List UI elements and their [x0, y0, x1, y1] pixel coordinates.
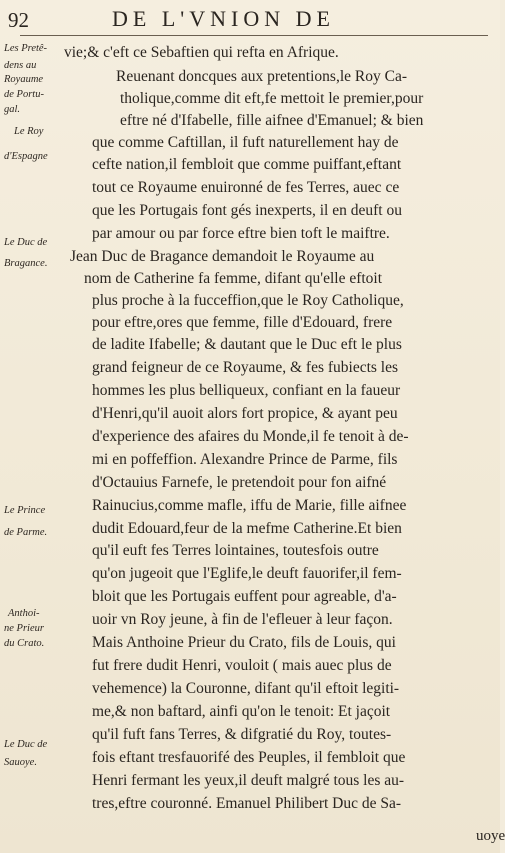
text-line: qu'il fuft fans Terres, & difgratié du Roy, toutes-: [92, 726, 392, 743]
text-line: pour eftre,ores que femme, fille d'Edouard, frere: [92, 314, 393, 331]
margin-note: Le Roy: [14, 126, 44, 137]
text-line: uoir vn Roy jeune, à fin de l'efleuer à leur façon.: [92, 611, 393, 628]
running-title: DE L'VNION DE: [112, 6, 335, 31]
margin-note: de Portu-: [4, 89, 44, 100]
text-line: eftre né d'Ifabelle, fille aifnee d'Emanuel; & bien: [120, 112, 424, 129]
text-line: que les Portugais font gés inexperts, il en deuft ou: [92, 202, 402, 219]
margin-note: Les Pretê-: [4, 43, 48, 54]
text-line: hommes les plus belliqueux, confiant en la faueur: [92, 382, 401, 399]
text-line: grand feigneur de ce Royaume, & fes fubiects les: [92, 359, 399, 376]
text-line: mi en poffeffion. Alexandre Prince de Parme, fils: [92, 451, 398, 468]
text-line: nom de Catherine fa femme, difant qu'elle eftoit: [84, 270, 383, 287]
text-line: vie;& c'eft ce Sebaftien qui refta en Afrique.: [64, 44, 339, 61]
text-line: Henri fermant les yeux,il deuft malgré tous les au-: [92, 772, 405, 789]
margin-note: Sauoye.: [4, 757, 37, 768]
text-line: d'experience des afaires du Monde,il fe tenoit à de-: [92, 428, 409, 445]
text-line: qu'on jugeoit que l'Eglife,le deuft fauorifer,il fem-: [92, 565, 402, 582]
margin-note: dens au: [4, 60, 37, 71]
margin-note: Le Duc de: [4, 237, 48, 248]
text-line: Mais Anthoine Prieur du Crato, fils de Louis, qui: [92, 634, 396, 651]
text-line: Jean Duc de Bragance demandoit le Royaume au: [70, 248, 375, 265]
text-line: Reuenant doncques aux pretentions,le Roy Ca-: [116, 68, 407, 85]
text-line: fut frere dudit Henri, vouloit ( mais auec plus de: [92, 657, 392, 674]
text-line: tholique,comme dit eft,fe mettoit le premier,pour: [120, 90, 424, 107]
text-line: par amour ou par force eftre bien toft le maiftre.: [92, 225, 390, 242]
margin-note: Royaume: [4, 74, 44, 85]
text-line: tout ce Royaume enuironné de fes Terres, auec ce: [92, 179, 400, 196]
text-line: d'Henri,qu'il auoit alors fort propice, & ayant peu: [92, 405, 398, 422]
text-line: qu'il euft fes Terres lointaines, toutesfois outre: [92, 542, 379, 559]
text-line: fois eftant tresfauorifé des Peuples, il fembloit que: [92, 749, 406, 766]
text-line: d'Octauius Farnefe, le pretendoit pour fon aifné: [92, 474, 387, 491]
margin-note: Le Duc de: [4, 739, 48, 750]
margin-note: du Crato.: [4, 638, 45, 649]
margin-note: Anthoi-: [8, 608, 40, 619]
catchword: uoye: [476, 828, 505, 844]
margin-note: Le Prince: [4, 505, 46, 516]
margin-note: ne Prieur: [4, 623, 44, 634]
text-line: cefte nation,il fembloit que comme puiffant,eftant: [92, 156, 402, 173]
text-line: que comme Caftillan, il fuft naturellement hay de: [92, 134, 399, 151]
margin-note: d'Espagne: [4, 151, 48, 162]
page-number: 92: [8, 8, 29, 32]
text-line: de ladite Ifabelle; & dautant que le Duc eft le plus: [92, 336, 402, 353]
margin-note: gal.: [4, 104, 21, 115]
margin-note: Bragance.: [4, 258, 48, 269]
text-line: vehemence) la Couronne, difant qu'il eftoit legiti-: [92, 680, 400, 697]
text-line: me,& non baftard, ainfi qu'on le tenoit: Et jaçoit: [92, 703, 391, 720]
margin-notes: [0, 0, 92, 853]
text-line: plus proche à la fucceffion,que le Roy Catholique,: [92, 292, 404, 309]
text-line: tres,eftre couronné. Emanuel Philibert Duc de Sa-: [92, 795, 402, 812]
text-line: Rainucius,comme mafle, iffu de Marie, fille aifnee: [92, 497, 407, 514]
margin-note: de Parme.: [4, 527, 48, 538]
text-line: bloit que les Portugais euffent pour agreable, d'a-: [92, 588, 397, 605]
text-line: dudit Edouard,feur de la mefme Catherine.Et bien: [92, 520, 402, 537]
